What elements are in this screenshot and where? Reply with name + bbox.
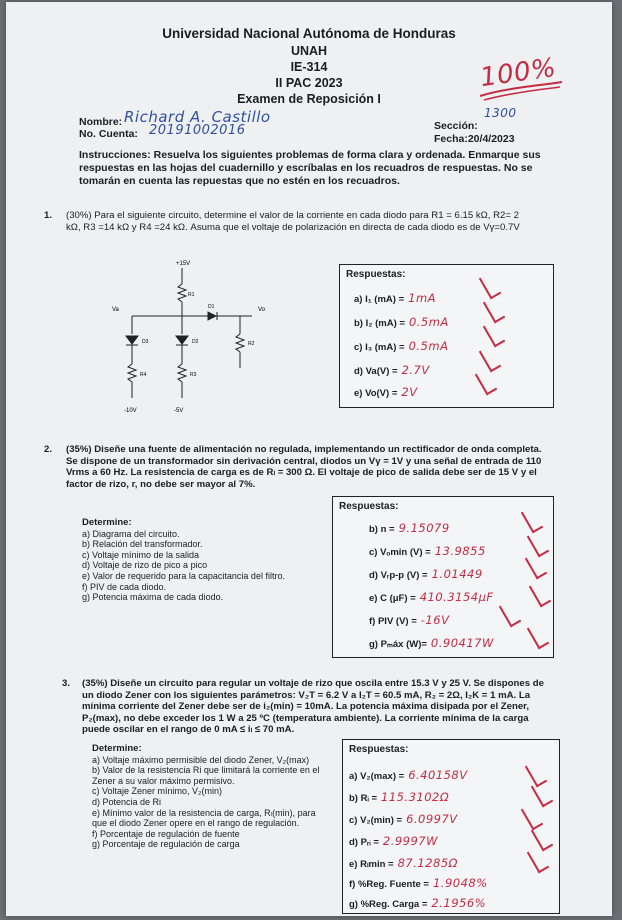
circuit-r2: R2 [248, 341, 255, 347]
q1-circuit [102, 256, 282, 421]
q3-answer-g: g) %Reg. Carga = 2.1956% [349, 896, 487, 910]
circuit-d3: D3 [142, 339, 149, 345]
circuit-r4: R4 [140, 372, 147, 378]
university-title: Universidad Nacional Autónoma de Honduras [162, 26, 456, 41]
circuit-d1: D1 [208, 304, 215, 310]
grade-mark: 100% [478, 52, 559, 94]
instructions-text: Instrucciones: Resuelva los siguientes problemas de forma clara y ordenada. Enmarque sus respuestas en las hojas del cuadernillo y escríbalas en los recuadros de respuestas. No se tomarán en cuenta las repuestas que no estén en los recuadros. [79, 149, 541, 187]
q3-determine-a: a) Voltaje máximo permisible del diodo Zener, V₂(max) [92, 754, 310, 765]
q2-answer-c: c) Vₒmin (V) = 13.9855 [369, 544, 486, 558]
q2-answer-e: e) C (μF) = 410.3154μF [369, 590, 494, 604]
q2-determine-d: d) Voltaje de rizo de pico a pico [82, 560, 208, 571]
q2-text: (35%) Diseñe una fuente de alimentación no regulada, implementando un rectificador de onda completa. Se dispone de un transformador sin derivación central, diodos un Vγ = 1V y una señal de entrada de 110 Vrms a 60 Hz. La resistencia de carga es de Rₗ = 300 Ω. El voltaje de pico de salida debe ser de 15 V y el factor de rizo, r, no debe ser mayor al 7%. [66, 444, 542, 490]
q1-answer-b: b) I₂ (mA) = 0.5mA [354, 315, 449, 329]
circuit-va: Va [112, 307, 119, 313]
name-value: Richard A. Castillo [124, 108, 271, 126]
q1-number: 1. [44, 210, 53, 221]
exam-sheet [6, 2, 612, 916]
circuit-vtop: +15V [176, 261, 191, 267]
circuit-r1: R1 [188, 292, 195, 298]
q1-answer-a: a) I₁ (mA) = 1mA [354, 291, 437, 305]
account-label: No. Cuenta: [79, 128, 138, 140]
section-value: 1300 [484, 106, 517, 120]
q2-answers-title: Respuestas: [339, 501, 399, 512]
q3-answers-title: Respuestas: [349, 744, 409, 755]
q3-answer-c: c) V₂(min) = 6.0997V [349, 812, 458, 826]
q1-answers-title: Respuestas: [346, 269, 406, 280]
q1-answer-e: e) Vo(V) = 2V [354, 385, 418, 399]
q2-determine-title: Determine: [82, 517, 132, 528]
circuit-r3: R3 [190, 372, 197, 378]
q2-determine-e: e) Valor de requerido para la capacitancia del filtro. [82, 570, 285, 581]
exam-title: Examen de Reposición I [237, 92, 381, 106]
account-value: 20191002016 [149, 123, 246, 138]
q2-determine-g: g) Potencia máxima de cada diodo. [82, 592, 224, 603]
q1-answer-c: c) I₃ (mA) = 0.5mA [354, 339, 449, 353]
q3-determine-c: c) Voltaje Zener mínimo, V₂(min) [92, 786, 223, 797]
q2-determine-a: a) Diagrama del circuito. [82, 528, 180, 539]
q2-determine [82, 518, 342, 603]
q2-answer-f: f) PIV (V) = -16V [369, 613, 450, 627]
date-label: Fecha:20/4/2023 [434, 133, 515, 145]
q3-text: (35%) Diseñe un circuito para regular un voltaje de rizo que oscila entre 15.3 V y 25 V. Se dispones de un diodo Zener con los siguientes parámetros: V₂T = 6.2 V a I₂T = 60.5 mA, R₂ = 2Ω, I₂K = 1 mA. La mínima corriente del Zener debe ser de i₂(min) = 10mA. La potencia máxima disipada por el Zener, P₂(max), no debe exceder los 1 W a 25 ºC (temperatura ambiente). La corriente mínima de la carga puede oscilar en el rango de 0 mA ≤ iₗ ≤ 70 mA. [82, 678, 544, 735]
q2-determine-b: b) Relación del transformador. [82, 539, 203, 550]
q2-answer-d: d) Vᵣp-p (V) = 1.01449 [369, 567, 483, 581]
name-label: Nombre: [79, 116, 123, 128]
circuit-d2: D2 [192, 339, 199, 345]
q3-determine-g: g) Porcentaje de regulación de carga [92, 839, 240, 850]
q3-answer-f: f) %Reg. Fuente = 1.9048% [349, 876, 488, 890]
circuit-vo: Vo [258, 307, 266, 313]
circuit-vmid: -5V [174, 408, 184, 414]
circuit-vleft: -10V [124, 408, 137, 414]
academic-period: II PAC 2023 [275, 76, 343, 90]
grade-underline [476, 80, 566, 102]
q2-number: 2. [44, 444, 53, 455]
q3-answer-e: e) Rₗmin = 87.1285Ω [349, 856, 458, 870]
q3-determine-f: f) Porcentaje de regulación de fuente [92, 828, 240, 839]
q3-answer-a: a) V₂(max) = 6.40158V [349, 768, 468, 782]
section-label: Sección: [434, 120, 478, 132]
school-name: UNAH [290, 44, 328, 58]
q3-answer-d: d) Pᵣᵢ = 2.9997W [349, 834, 438, 848]
course-code: IE-314 [290, 60, 328, 74]
q3-determine-d: d) Potencia de Ri [92, 796, 162, 807]
q1-answer-d: d) Va(V) = 2.7V [354, 363, 430, 377]
q1-answers-box [339, 264, 554, 408]
q2-determine-f: f) PIV de cada diodo. [82, 581, 167, 592]
q2-answer-g: g) Pₘáx (W)= 0.90417W [369, 636, 494, 650]
q3-answer-b: b) Rᵢ = 115.3102Ω [349, 790, 450, 804]
q3-number: 3. [62, 678, 71, 689]
q2-answer-b: b) n = 9.15079 [369, 521, 450, 535]
q1-text: (30%) Para el siguiente circuito, determine el valor de la corriente en cada diodo para R1 = 6.15 kΩ, R2= 2 kΩ, R3 =14 kΩ y R4 =24 kΩ. Asuma que el voltaje de polarización en directa de cada diodo es de Vγ=0.7V [66, 210, 520, 233]
q3-determine-e: e) Mínimo valor de la resistencia de carga, Rₗ(min), para que el diodo Zener opere en el rango de regulación. [92, 807, 316, 829]
q3-determine-b: b) Valor de la resistencia Ri que limitará la corriente en el Zener a su valor máximo permisivo. [92, 765, 320, 786]
q2-answers-box [332, 496, 554, 658]
q2-determine-c: c) Voltaje mínimo de la salida [82, 549, 200, 560]
q3-determine [92, 744, 332, 850]
q3-determine-title: Determine: [92, 743, 142, 754]
